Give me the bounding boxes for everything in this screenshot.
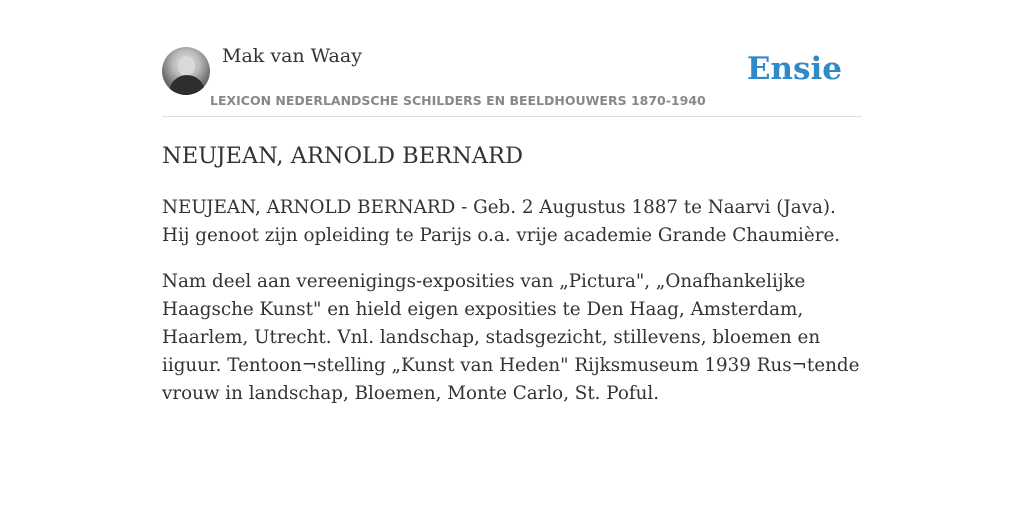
- entry-title: NEUJEAN, ARNOLD BERNARD: [162, 143, 523, 169]
- page-container: [162, 0, 862, 408]
- ensie-logo[interactable]: Ensie: [746, 51, 842, 87]
- entry-paragraph: NEUJEAN, ARNOLD BERNARD - Geb. 2 Augustus 1887 te Naarvi (Java). Hij genoot zijn opleiding te Parijs o.a. vrije academie Grande Chaumière.: [162, 197, 841, 246]
- author-name[interactable]: Mak van Waay: [222, 45, 362, 67]
- entry-paragraph: Nam deel aan vereenigings-exposities van „Pictura", „Onafhankelijke Haagsche Kunst" en hield eigen exposities te Den Haag, Amsterdam, Haarlem, Utrecht. Vnl. landschap, stadsgezicht, stillevens, bloemen en iiguur. Tentoon¬stelling „Kunst van Heden" Rijksmuseum 1939 Rus¬tende vrouw in landschap, Bloemen, Monte Carlo, St. Poful.: [162, 271, 860, 404]
- portrait-coat: [169, 75, 205, 95]
- portrait-face: [178, 56, 195, 76]
- header: [162, 0, 862, 117]
- lexicon-title[interactable]: LEXICON NEDERLANDSCHE SCHILDERS EN BEELDHOUWERS 1870-1940: [210, 93, 706, 108]
- author-avatar[interactable]: [162, 47, 210, 95]
